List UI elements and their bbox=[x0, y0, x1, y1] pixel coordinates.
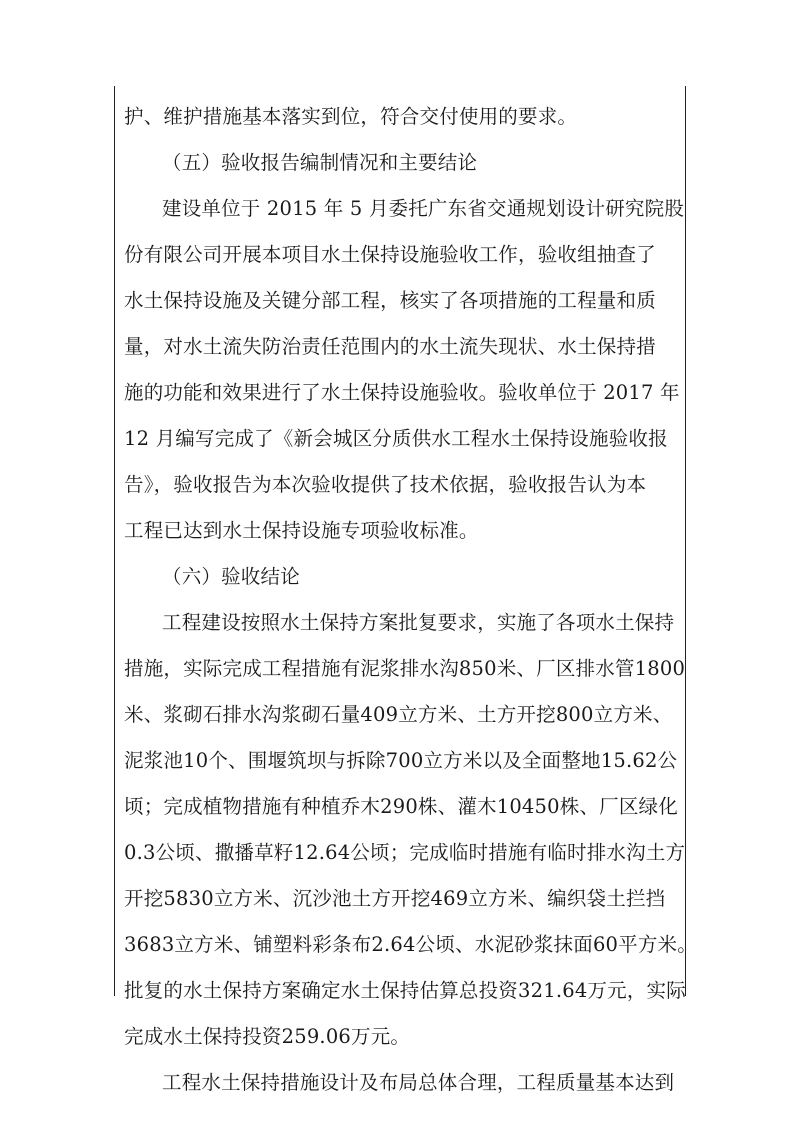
paragraph-line: 措施，实际完成工程措施有泥浆排水沟850米、厂区排水管1800 bbox=[124, 657, 686, 680]
paragraph-line: 工程建设按照水土保持方案批复要求，实施了各项水土保持 bbox=[162, 611, 675, 634]
paragraph-line: 施的功能和效果进行了水土保持设施验收。验收单位于 2017 年 bbox=[124, 381, 680, 404]
paragraph-line: 米、浆砌石排水沟浆砌石量409立方米、土方开挖800立方米、 bbox=[124, 703, 673, 726]
paragraph-line: 批复的水土保持方案确定水土保持估算总投资321.64万元，实际 bbox=[124, 979, 686, 1002]
paragraph-line: 0.3公顷、撒播草籽12.64公顷；完成临时措施有临时排水沟土方 bbox=[124, 841, 686, 864]
paragraph-line: 告》，验收报告为本次验收提供了技术依据，验收报告认为本 bbox=[124, 473, 647, 496]
paragraph-line: 3683立方米、铺塑料彩条布2.64公顷、水泥砂浆抹面60平方米。 bbox=[124, 933, 697, 956]
paragraph-line: 水土保持设施及关键分部工程，核实了各项措施的工程量和质 bbox=[124, 289, 656, 312]
section-heading-5: （五）验收报告编制情况和主要结论 bbox=[162, 151, 478, 174]
paragraph-line: 份有限公司开展本项目水土保持设施验收工作，验收组抽查了 bbox=[124, 243, 656, 266]
section-heading-6: （六）验收结论 bbox=[162, 565, 300, 588]
paragraph-line: 开挖5830立方米、沉沙池土方开挖469立方米、编织袋土拦挡 bbox=[124, 887, 666, 910]
paragraph-line: 量，对水土流失防治责任范围内的水土流失现状、水土保持措 bbox=[124, 335, 656, 358]
paragraph-line: 建设单位于 2015 年 5 月委托广东省交通规划设计研究院股 bbox=[162, 197, 685, 220]
paragraph-line: 护、维护措施基本落实到位，符合交付使用的要求。 bbox=[124, 105, 578, 128]
paragraph-line: 工程已达到水土保持设施专项验收标准。 bbox=[124, 519, 479, 542]
paragraph-line: 完成水土保持投资259.06万元。 bbox=[124, 1025, 411, 1048]
paragraph-line: 顷；完成植物措施有种植乔木290株、灌木10450株、厂区绿化 bbox=[124, 795, 678, 818]
paragraph-line: 泥浆池10个、围堰筑坝与拆除700立方米以及全面整地15.62公 bbox=[124, 749, 678, 772]
paragraph-line: 12 月编写完成了《新会城区分质供水工程水土保持设施验收报 bbox=[124, 427, 668, 450]
paragraph-line: 工程水土保持措施设计及布局总体合理，工程质量基本达到 bbox=[162, 1071, 675, 1094]
